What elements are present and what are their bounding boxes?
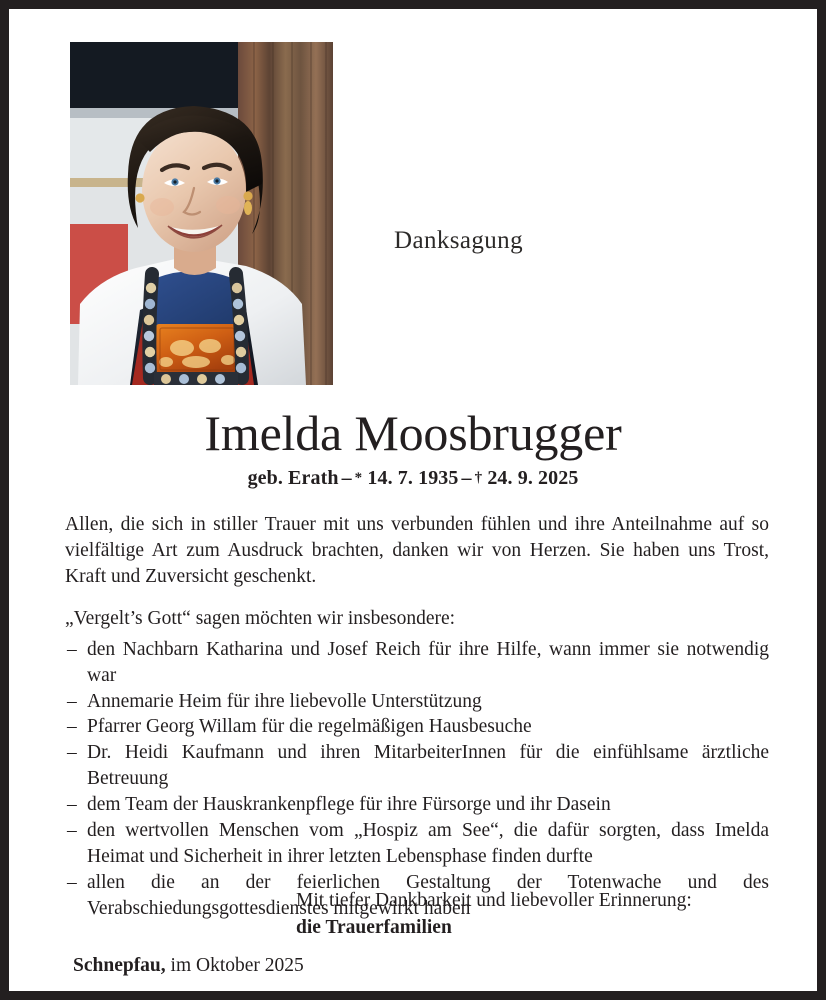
closing-line: Mit tiefer Dankbarkeit und liebevoller Erinnerung:: [296, 890, 692, 911]
page-title: Danksagung: [394, 227, 523, 254]
list-item: – Pfarrer Georg Willam für die regelmäßigen Hausbesuche: [65, 714, 769, 740]
list-item: – dem Team der Hauskrankenpflege für ihre Fürsorge und ihr Dasein: [65, 792, 769, 818]
obituary-page: [9, 9, 817, 991]
body-text: [65, 512, 769, 922]
list-item: – Annemarie Heim für ihre liebevolle Unterstützung: [65, 689, 769, 715]
dash-separator-1: –: [341, 467, 352, 489]
portrait-photo-illustration: [70, 42, 333, 385]
closing-block: [296, 888, 692, 942]
birth-symbol-icon: *: [354, 470, 363, 486]
header-region: [9, 9, 817, 384]
death-cross-icon: †: [474, 470, 483, 486]
birth-date: 14. 7. 1935: [367, 467, 459, 489]
thanks-list: [65, 637, 769, 922]
deceased-name: Imelda Moosbrugger: [204, 405, 622, 461]
place-name: Schnepfau,: [73, 955, 166, 976]
date-line: im Oktober 2025: [170, 955, 304, 976]
name-block: [9, 407, 817, 490]
list-item: – den wertvollen Menschen vom „Hospiz am See“, die dafür sorgten, dass Imelda Heimat und Sicherheit in ihrer letzten Lebensphase finden durfte: [65, 818, 769, 870]
death-date: 24. 9. 2025: [487, 467, 579, 489]
list-item: – allen die an der feierlichen Gestaltung der Totenwache und des Verabschiedungsgottesdienstes mitgewirkt haben: [65, 870, 769, 922]
maiden-name: geb. Erath: [247, 467, 339, 489]
list-item: – den Nachbarn Katharina und Josef Reich für ihre Hilfe, wann immer sie notwendig war: [65, 637, 769, 689]
closing-family: die Trauerfamilien: [296, 916, 452, 938]
intro-paragraph: Allen, die sich in stiller Trauer mit uns verbunden fühlen und ihre Anteilnahme auf so vielfältige Art zum Ausdruck brachten, danken wir von Herzen. Sie haben uns Trost, Kraft und Zuversicht geschenkt.: [65, 514, 769, 587]
dash-separator-2: –: [461, 467, 472, 489]
life-dates: [9, 467, 817, 490]
place-and-date: [73, 955, 304, 977]
list-item: – Dr. Heidi Kaufmann und ihren MitarbeiterInnen für die einfühlsame ärztliche Betreuung: [65, 740, 769, 792]
portrait-photo: [70, 42, 333, 385]
lead-in-paragraph: „Vergelt’s Gott“ sagen möchten wir insbesondere:: [65, 607, 456, 629]
